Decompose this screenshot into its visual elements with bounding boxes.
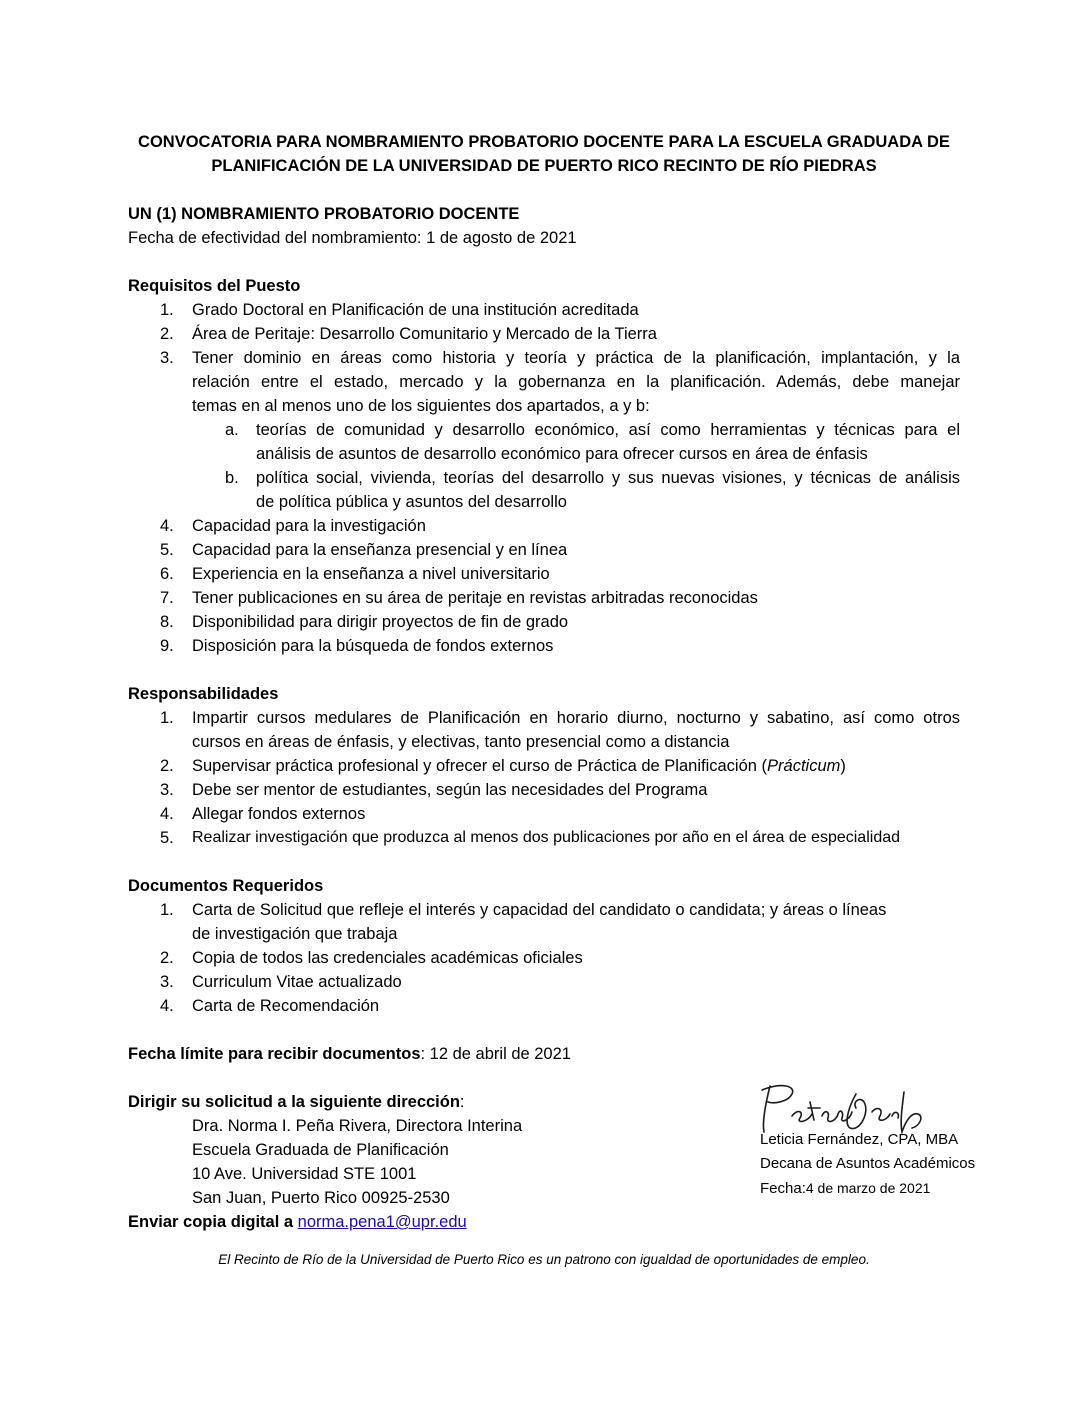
responsibilities-heading: Responsabilidades (128, 685, 279, 703)
list-number: 4. (160, 517, 174, 535)
list-item: Carta de Recomendación (192, 997, 380, 1015)
digital-copy (128, 1210, 467, 1234)
date-value: 4 de marzo de 2021 (805, 1180, 931, 1196)
list-item (192, 754, 846, 778)
list-number: 9. (160, 637, 174, 655)
list-item-continuation: de investigación que trabaja (192, 925, 398, 943)
list-item: Área de Peritaje: Desarrollo Comunitario y Mercado de la Tierra (192, 325, 657, 343)
sublist-letter: a. (225, 421, 239, 439)
list-item-continuation: cursos en áreas de énfasis, y electivas, tanto presencial como a distancia (192, 733, 730, 751)
signature-date (760, 1176, 930, 1201)
list-number: 5. (160, 829, 174, 847)
list-number: 1. (160, 901, 174, 919)
address-line: Dra. Norma I. Peña Rivera, Directora Interina (192, 1117, 523, 1135)
list-number: 4. (160, 997, 174, 1015)
date-label: Fecha: (760, 1180, 806, 1197)
deadline-value: : 12 de abril de 2021 (420, 1045, 571, 1063)
sublist-item-continuation: análisis de asuntos de desarrollo económico para ofrecer cursos en área de énfasis (256, 445, 868, 463)
list-item: Tener dominio en áreas como historia y teoría y práctica de la planificación, implantación, y la (192, 349, 960, 367)
practicum-term: Prácticum (767, 757, 841, 775)
list-item-continuation: temas en al menos uno de los siguientes dos apartados, a y b: (192, 397, 650, 415)
title-line-1: CONVOCATORIA PARA NOMBRAMIENTO PROBATORIO DOCENTE PARA LA ESCUELA GRADUADA DE (138, 133, 950, 151)
effective-date: Fecha de efectividad del nombramiento: 1 de agosto de 2021 (128, 229, 577, 247)
sublist-item: teorías de comunidad y desarrollo económico, así como herramientas y técnicas para el (256, 421, 960, 439)
list-number: 8. (160, 613, 174, 631)
sublist-letter: b. (225, 469, 239, 487)
list-number: 2. (160, 757, 174, 775)
list-number: 4. (160, 805, 174, 823)
list-item: Curriculum Vitae actualizado (192, 973, 402, 991)
list-number: 1. (160, 709, 174, 727)
list-item: Realizar investigación que produzca al menos dos publicaciones por año en el área de especialidad (192, 829, 901, 846)
footer-note: El Recinto de Río de la Universidad de Puerto Rico es un patrono con igualdad de oportunidades de empleo. (218, 1252, 870, 1267)
closing-paren: ) (840, 757, 846, 775)
list-number: 1. (160, 301, 174, 319)
address-line: San Juan, Puerto Rico 00925-2530 (192, 1189, 450, 1207)
list-number: 2. (160, 325, 174, 343)
list-item: Debe ser mentor de estudiantes, según las necesidades del Programa (192, 781, 708, 799)
list-item: Grado Doctoral en Planificación de una institución acreditada (192, 301, 639, 319)
list-number: 6. (160, 565, 174, 583)
address-colon: : (459, 1093, 465, 1111)
documents-heading: Documentos Requeridos (128, 877, 324, 895)
requirements-heading: Requisitos del Puesto (128, 277, 301, 295)
sublist-item: política social, vivienda, teorías del desarrollo y sus nuevas visiones, y técnicas de análisis (256, 469, 960, 487)
list-item: Capacidad para la enseñanza presencial y en línea (192, 541, 568, 559)
list-number: 3. (160, 349, 174, 367)
list-number: 7. (160, 589, 174, 607)
list-number: 3. (160, 781, 174, 799)
list-number: 3. (160, 973, 174, 991)
title-line-2: PLANIFICACIÓN DE LA UNIVERSIDAD DE PUERTO RICO RECINTO DE RÍO PIEDRAS (211, 157, 877, 175)
address-heading (128, 1090, 465, 1114)
deadline (128, 1042, 571, 1066)
list-item: Copia de todos las credenciales académicas oficiales (192, 949, 583, 967)
address-line: Escuela Graduada de Planificación (192, 1141, 449, 1159)
digital-copy-label: Enviar copia digital a (128, 1213, 298, 1231)
list-number: 2. (160, 949, 174, 967)
list-item: Allegar fondos externos (192, 805, 366, 823)
list-item: Carta de Solicitud que refleje el interés y capacidad del candidato o candidata; y áreas o líneas (192, 901, 887, 919)
email-link[interactable]: norma.pena1@upr.edu (297, 1213, 467, 1231)
list-item-continuation: relación entre el estado, mercado y la gobernanza en la planificación. Además, debe manejar (192, 373, 960, 391)
list-item: Disponibilidad para dirigir proyectos de fin de grado (192, 613, 569, 631)
address-label: Dirigir su solicitud a la siguiente dirección (128, 1093, 460, 1111)
list-item: Experiencia en la enseñanza a nivel universitario (192, 565, 550, 583)
list-item: Capacidad para la investigación (192, 517, 426, 535)
list-item-text: Supervisar práctica profesional y ofrecer el curso de Práctica de Planificación ( (192, 757, 768, 775)
list-number: 5. (160, 541, 174, 559)
appointment-heading: UN (1) NOMBRAMIENTO PROBATORIO DOCENTE (128, 205, 520, 223)
list-item: Impartir cursos medulares de Planificación en horario diurno, nocturno y sabatino, así como otros (192, 709, 960, 727)
signer-name: Leticia Fernández, CPA, MBA (760, 1131, 959, 1148)
list-item: Tener publicaciones en su área de peritaje en revistas arbitradas reconocidas (192, 589, 758, 607)
signer-role: Decana de Asuntos Académicos (760, 1155, 976, 1172)
deadline-label: Fecha límite para recibir documentos (128, 1045, 421, 1063)
list-item: Disposición para la búsqueda de fondos externos (192, 637, 554, 655)
address-line: 10 Ave. Universidad STE 1001 (192, 1165, 417, 1183)
sublist-item-continuation: de política pública y asuntos del desarrollo (256, 493, 567, 511)
